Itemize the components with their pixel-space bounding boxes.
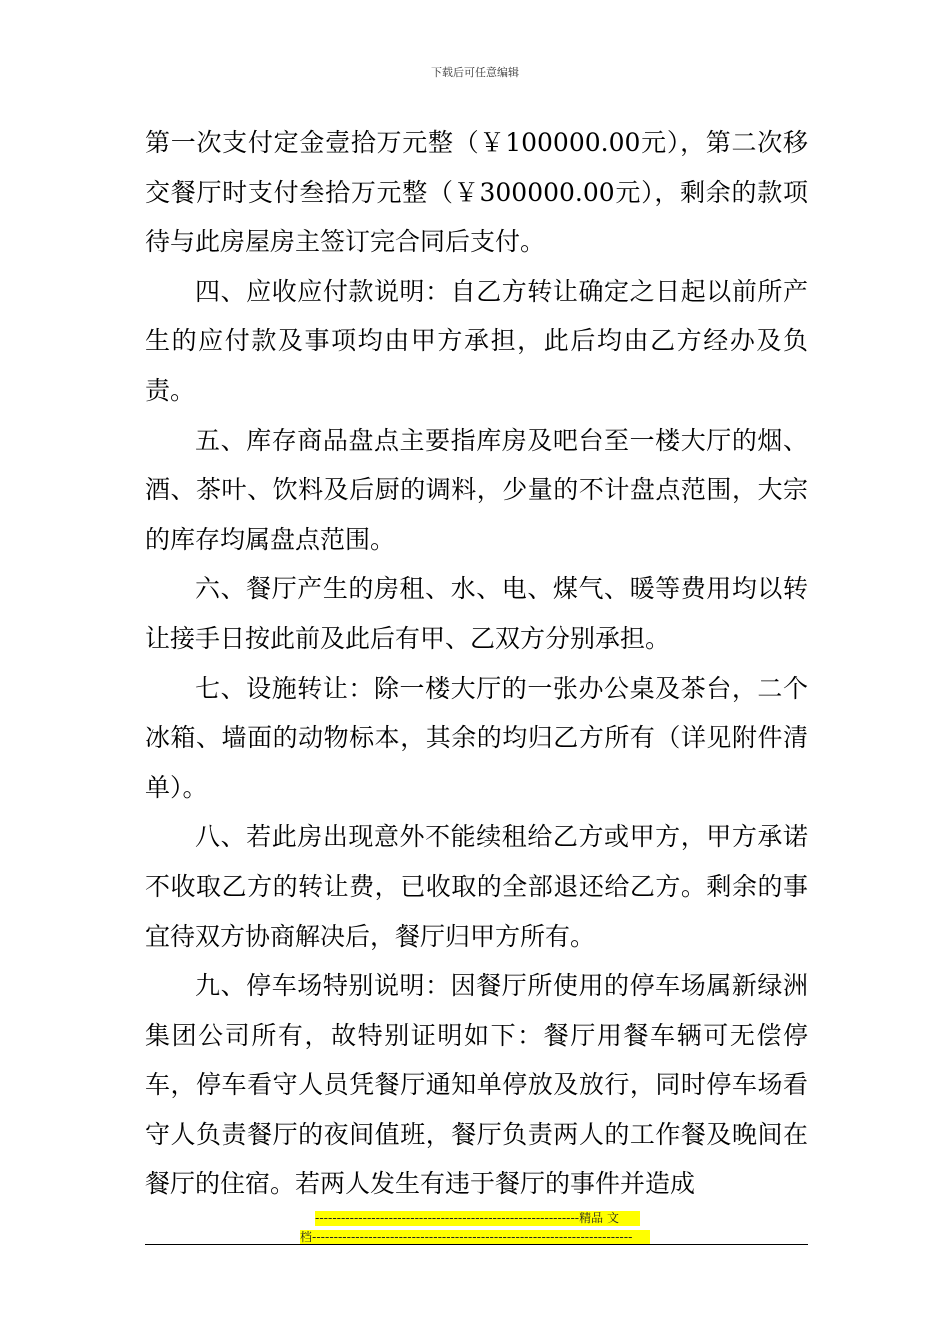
footer-divider: [145, 1244, 808, 1245]
page-header: 下载后可任意编辑: [431, 66, 519, 79]
paragraph-clause-8: 八、若此房出现意外不能续租给乙方或甲方，甲方承诺不收取乙方的转让费，已收取的全部退还给乙方。剩余的事宜待双方协商解决后，餐厅归甲方所有。: [145, 822, 808, 951]
paragraph-clause-5: 五、库存商品盘点主要指库房及吧台至一楼大厅的烟、酒、茶叶、饮料及后厨的调料，少量的不计盘点范围，大宗的库存均属盘点范围。: [145, 425, 808, 554]
paragraph-clause-9: 九、停车场特别说明：因餐厅所使用的停车场属新绿洲集团公司所有，故特别证明如下：餐厅用餐车辆可无偿停车，停车看守人员凭餐厅通知单停放及放行，同时停车场看守人负责餐厅的夜间值班，餐厅负责两人的工作餐及晚间在餐厅的住宿。若两人发生有违于餐厅的事件并造成: [145, 971, 808, 1199]
paragraph-clause-7: 七、设施转让：除一楼大厅的一张办公桌及茶台，二个冰箱、墙面的动物标本，其余的均归乙方所有（详见附件清单）。: [145, 673, 808, 802]
footer-banner-line-2: 档--------------------------------------------------------------------------: [300, 1230, 650, 1245]
paragraph-clause-6: 六、餐厅产生的房租、水、电、煤气、暖等费用均以转让接手日按此前及此后有甲、乙双方分别承担。: [145, 574, 808, 653]
footer-banner-line-1: -------------------------------------------------------------精品 文: [315, 1211, 640, 1226]
document-body: [145, 118, 808, 1209]
paragraph-clause-4: 四、应收应付款说明：自乙方转让确定之日起以前所产生的应付款及事项均由甲方承担，此后均由乙方经办及负责。: [145, 276, 808, 405]
paragraph-payment: 第一次支付定金壹拾万元整（￥100000.00元），第二次移交餐厅时支付叁拾万元整（￥300000.00元），剩余的款项待与此房屋房主签订完合同后支付。: [145, 128, 808, 257]
